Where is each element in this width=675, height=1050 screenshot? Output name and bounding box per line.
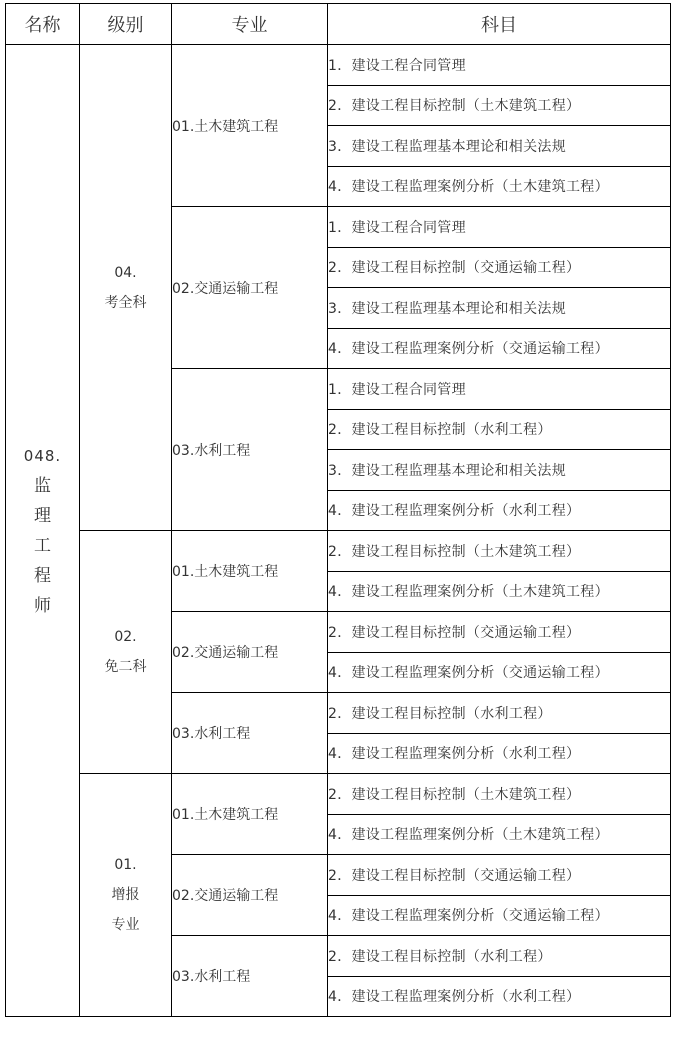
level-label-line: 02. — [114, 629, 137, 645]
level-label-line: 04. — [114, 264, 137, 281]
subject-cell: 3．建设工程监理基本理论和相关法规 — [328, 450, 671, 491]
subject-cell: 2．建设工程目标控制（土木建筑工程） — [328, 774, 671, 815]
major-cell: 03.水利工程 — [172, 369, 328, 531]
exam-code: 048. — [23, 446, 62, 465]
subject-cell: 2．建设工程目标控制（土木建筑工程） — [328, 531, 671, 572]
subject-cell: 4．建设工程监理案例分析（土木建筑工程） — [328, 571, 671, 612]
subject-cell: 4．建设工程监理案例分析（交通运输工程） — [328, 652, 671, 693]
major-cell: 01.土木建筑工程 — [172, 531, 328, 612]
subject-cell: 2．建设工程目标控制（水利工程） — [328, 936, 671, 977]
exam-name-char: 理 — [34, 505, 51, 526]
header-subject: 科目 — [328, 4, 671, 45]
subject-cell: 2．建设工程目标控制（交通运输工程） — [328, 855, 671, 896]
table-row — [6, 774, 671, 815]
subject-cell: 3．建设工程监理基本理论和相关法规 — [328, 288, 671, 329]
subject-cell: 1．建设工程合同管理 — [328, 369, 671, 410]
exam-name-char: 工 — [34, 535, 51, 556]
table-row — [6, 45, 671, 86]
table-row — [6, 531, 671, 572]
level-cell — [80, 45, 172, 531]
subject-cell: 2．建设工程目标控制（水利工程） — [328, 693, 671, 734]
exam-name-char: 监 — [34, 475, 51, 496]
table-body — [6, 45, 671, 1017]
subject-cell: 4．建设工程监理案例分析（水利工程） — [328, 976, 671, 1017]
level-label-line: 免二科 — [104, 659, 147, 675]
major-cell: 01.土木建筑工程 — [172, 774, 328, 855]
subject-cell: 4．建设工程监理案例分析（土木建筑工程） — [328, 814, 671, 855]
subject-cell: 2．建设工程目标控制（交通运输工程） — [328, 247, 671, 288]
exam-name-cell — [6, 45, 80, 1017]
major-cell: 03.水利工程 — [172, 936, 328, 1017]
subject-cell: 2．建设工程目标控制（水利工程） — [328, 409, 671, 450]
subject-cell: 3．建设工程监理基本理论和相关法规 — [328, 126, 671, 167]
subject-cell: 4．建设工程监理案例分析（交通运输工程） — [328, 895, 671, 936]
header-level: 级别 — [80, 4, 172, 45]
subject-cell: 1．建设工程合同管理 — [328, 45, 671, 86]
subject-cell: 4．建设工程监理案例分析（交通运输工程） — [328, 328, 671, 369]
level-cell — [80, 774, 172, 1017]
header-name: 名称 — [6, 4, 80, 45]
subject-cell: 4．建设工程监理案例分析（土木建筑工程） — [328, 166, 671, 207]
subject-cell: 2．建设工程目标控制（交通运输工程） — [328, 612, 671, 653]
header-major: 专业 — [172, 4, 328, 45]
level-label-line: 考全科 — [104, 294, 147, 311]
major-cell: 01.土木建筑工程 — [172, 45, 328, 207]
exam-name-char: 程 — [34, 565, 51, 586]
subject-cell: 4．建设工程监理案例分析（水利工程） — [328, 733, 671, 774]
subject-cell: 2．建设工程目标控制（土木建筑工程） — [328, 85, 671, 126]
header-row — [6, 4, 671, 45]
subject-cell: 1．建设工程合同管理 — [328, 207, 671, 248]
major-cell: 02.交通运输工程 — [172, 855, 328, 936]
level-label-line: 专业 — [111, 917, 140, 933]
exam-name-char: 师 — [34, 595, 51, 616]
level-cell — [80, 531, 172, 774]
major-cell: 02.交通运输工程 — [172, 207, 328, 369]
level-label-line: 增报 — [111, 887, 140, 903]
level-label-line: 01. — [114, 857, 137, 873]
major-cell: 02.交通运输工程 — [172, 612, 328, 693]
major-cell: 03.水利工程 — [172, 693, 328, 774]
exam-subjects-table — [5, 3, 671, 1017]
subject-cell: 4．建设工程监理案例分析（水利工程） — [328, 490, 671, 531]
